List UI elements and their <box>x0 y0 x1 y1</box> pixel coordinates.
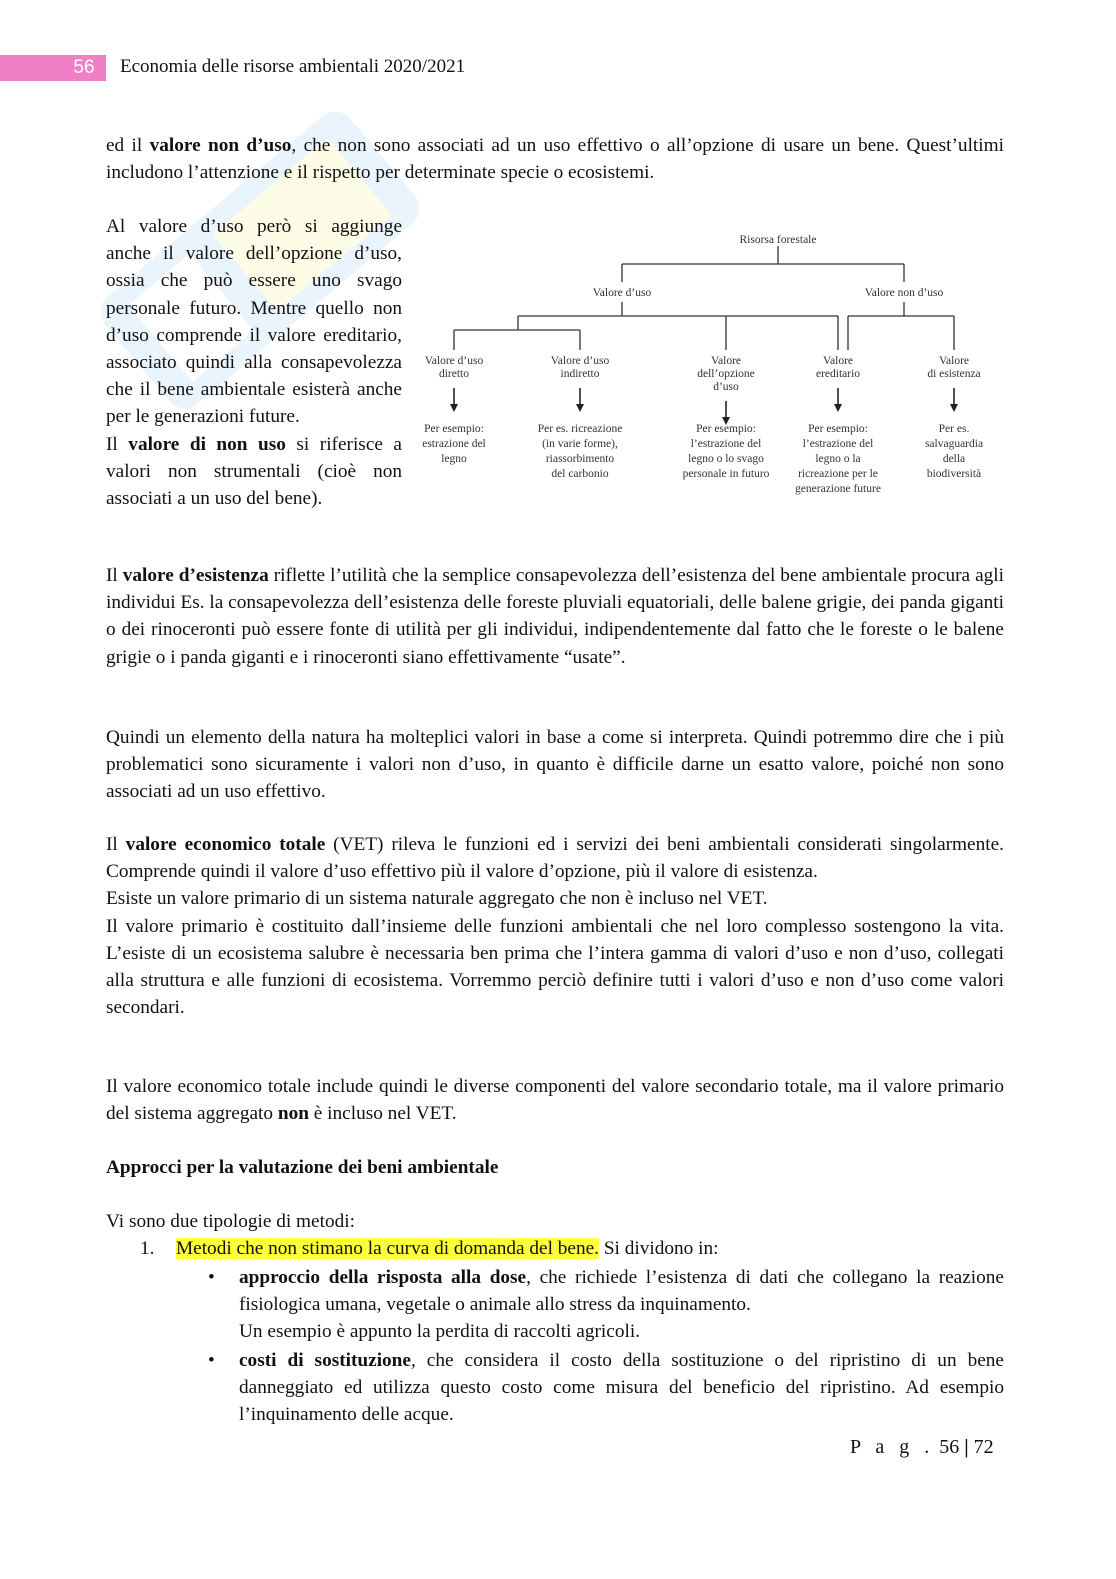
leaf-example-line: legno o la <box>815 453 861 465</box>
bullet-icon: • <box>208 1267 215 1288</box>
page-footer <box>850 1436 994 1459</box>
option-value-paragraph: Al valore d’uso però si aggiunge anche il valore dell’opzione d’uso, ossia che può essere uno svago personale futuro. Mentre quello non d’uso comprende il valore ereditario, associato quindi alla consapevolezza che il bene ambientale esisterà anche per le generazioni future. <box>106 216 402 428</box>
arrow-head-icon <box>950 404 958 412</box>
leaf-label-line: d’uso <box>713 381 739 393</box>
non-use-value-term: valore non d’uso <box>149 135 292 156</box>
leaf-example-line: riassorbimento <box>545 453 615 465</box>
header-page-number: 56 <box>73 57 95 78</box>
arrow-head-icon <box>576 404 584 412</box>
leaf-label-line: Valore <box>938 355 970 367</box>
leaf-example-line: salvaguardia <box>924 438 984 450</box>
leaf-example-line: Per esempio: <box>424 423 484 435</box>
list-item: • approccio della risposta alla dose, che richiede l’esistenza di dati che collegano la reazione fisiologica umana, vegetale o animale allo stress da inquinamento. Un esempio è appunto la perdita di raccolti agricoli. <box>106 1264 1004 1346</box>
existence-value-paragraph: Il valore d’esistenza riflette l’utilità che la semplice consapevolezza dell’esistenza del bene ambientale procura agli individui Es. la consapevolezza dell’esistenza delle foreste pluviali equatoriali, delle balene grigie, dei panda giganti o dei rinoceronti può essere fonte di utilità per gli individui, indipendentemente dal fatto che le foreste o le balene grigie o i panda giganti e i rinoceronti siano effettivamente “usate”. <box>106 565 1004 668</box>
leaf-example-line: Per esempio: <box>696 423 756 435</box>
non-use-paragraph: Il valore di non uso si riferisce a valori non strumentali (cioè non associati a un uso del bene). <box>106 433 402 510</box>
leaf-example-line: l’estrazione del <box>690 438 762 450</box>
leaf-example-line: della <box>942 453 966 465</box>
leaf-label-line: di esistenza <box>927 368 981 380</box>
leaf-example-line: estrazione del <box>422 438 486 450</box>
method-1-item: 1. Metodi che non stimano la curva di domanda del bene. Si dividono in: <box>106 1235 1004 1262</box>
footer-current-page: 56 <box>939 1436 960 1458</box>
leaf-example-line: generazione future <box>795 483 881 495</box>
value-tree-diagram <box>414 226 1002 506</box>
vet-term: valore economico totale <box>125 834 326 855</box>
intro-paragraph: ed il valore non d’uso, che non sono associati ad un uso effettivo o all’opzione di usare un bene. Quest’ultimi includono l’attenzione e il rispetto per determinate specie o ecosistemi. <box>106 135 1004 184</box>
existence-value-term: valore d’esistenza <box>122 565 269 586</box>
leaf-label-line: dell’opzione <box>697 368 755 380</box>
leaf-example-line: Per es. <box>938 423 970 435</box>
leaf-example-line: personale in futuro <box>682 468 770 480</box>
arrow-head-icon <box>834 404 842 412</box>
methods-intro: Vi sono due tipologie di metodi: <box>106 1211 355 1232</box>
footer-pag-label: P a g . <box>850 1436 935 1458</box>
leaf-label-line: diretto <box>438 368 470 380</box>
tree-leaf-5 <box>925 355 983 480</box>
leaf-example-line: biodiversità <box>926 468 982 480</box>
arrow-head-icon <box>450 404 458 412</box>
tree-leaf-2 <box>538 355 623 480</box>
leaf-label-line: Valore <box>822 355 854 367</box>
footer-total-pages: 72 <box>973 1436 994 1458</box>
leaf-example-line: Per esempio: <box>808 423 868 435</box>
footer-separator: | <box>964 1436 969 1458</box>
tree-use-value-label: Valore d’uso <box>592 287 652 299</box>
leaf-example-line: legno o lo svago <box>688 453 764 465</box>
leaf-label-line: Valore d’uso <box>550 355 610 367</box>
section-heading: Approcci per la valutazione dei beni ambientale <box>106 1157 499 1178</box>
total-value-paragraph: Il valore economico totale include quindi le diverse componenti del valore secondario totale, ma il valore primario del sistema aggregato non è incluso nel VET. <box>106 1076 1004 1125</box>
leaf-example-line: ricreazione per le <box>798 468 878 480</box>
leaf-label-line: Valore d’uso <box>424 355 484 367</box>
tree-non-use-value-label: Valore non d’uso <box>864 287 944 299</box>
leaf-label-line: indiretto <box>560 368 600 380</box>
list-item: • costi di sostituzione, che considera il costo della sostituzione o del ripristino di un bene danneggiato ed utilizza questo costo come misura del beneficio del ripristino. Ad esempio l’inquinamento delle acque. <box>106 1347 1004 1429</box>
side-text <box>106 213 402 512</box>
header-title: Economia delle risorse ambientali 2020/2021 <box>120 56 466 77</box>
leaf-example-line: (in varie forme), <box>542 438 618 450</box>
leaf-example-line: legno <box>441 453 467 465</box>
method-1-bullets <box>106 1264 1004 1428</box>
leaf-example-line: Per es. ricreazione <box>537 423 623 435</box>
tree-leaf-3 <box>683 355 770 480</box>
tree-leaf-1 <box>422 355 486 465</box>
leaf-example-line: l’estrazione del <box>802 438 874 450</box>
leaf-example-line: del carbonio <box>551 468 609 480</box>
tree-leaf-4 <box>795 355 881 495</box>
tree-root-label: Risorsa forestale <box>739 234 817 246</box>
leaf-label-line: ereditario <box>815 368 861 380</box>
leaf-label-line: Valore <box>710 355 742 367</box>
bullet-icon: • <box>208 1349 215 1371</box>
multiple-values-paragraph: Quindi un elemento della natura ha molteplici valori in base a come si interpreta. Quindi potremmo dire che i più problematici sono sicuramente i valori non d’uso, in quanto è difficile darne un esatto valore, poiché non sono associati ad un uso effettivo. <box>106 727 1004 803</box>
vet-paragraph: Il valore economico totale (VET) rileva le funzioni ed i servizi dei beni ambientali considerati singolarmente. Comprende quindi il valore d’uso effettivo più il valore d’opzione, più il valore di esistenza. Esiste un valore primario di un sistema naturale aggregato che non è incluso nel VET. Il valore primario è costituito dall’insieme delle funzioni ambientali che nel loro complesso sostengono la vita. L’esiste di un ecosistema salubre è necessaria ben prima che l’intera gamma di valori d’uso e non d’uso, collegati alla struttura e alle funzioni di ecosistema. Vorremmo perciò definire tutti i valori d’uso e non d’uso come valori secondari. <box>106 834 1004 1019</box>
list-number: 1. <box>140 1238 155 1259</box>
highlighted-text: Metodi che non stimano la curva di domanda del bene. <box>176 1238 599 1259</box>
